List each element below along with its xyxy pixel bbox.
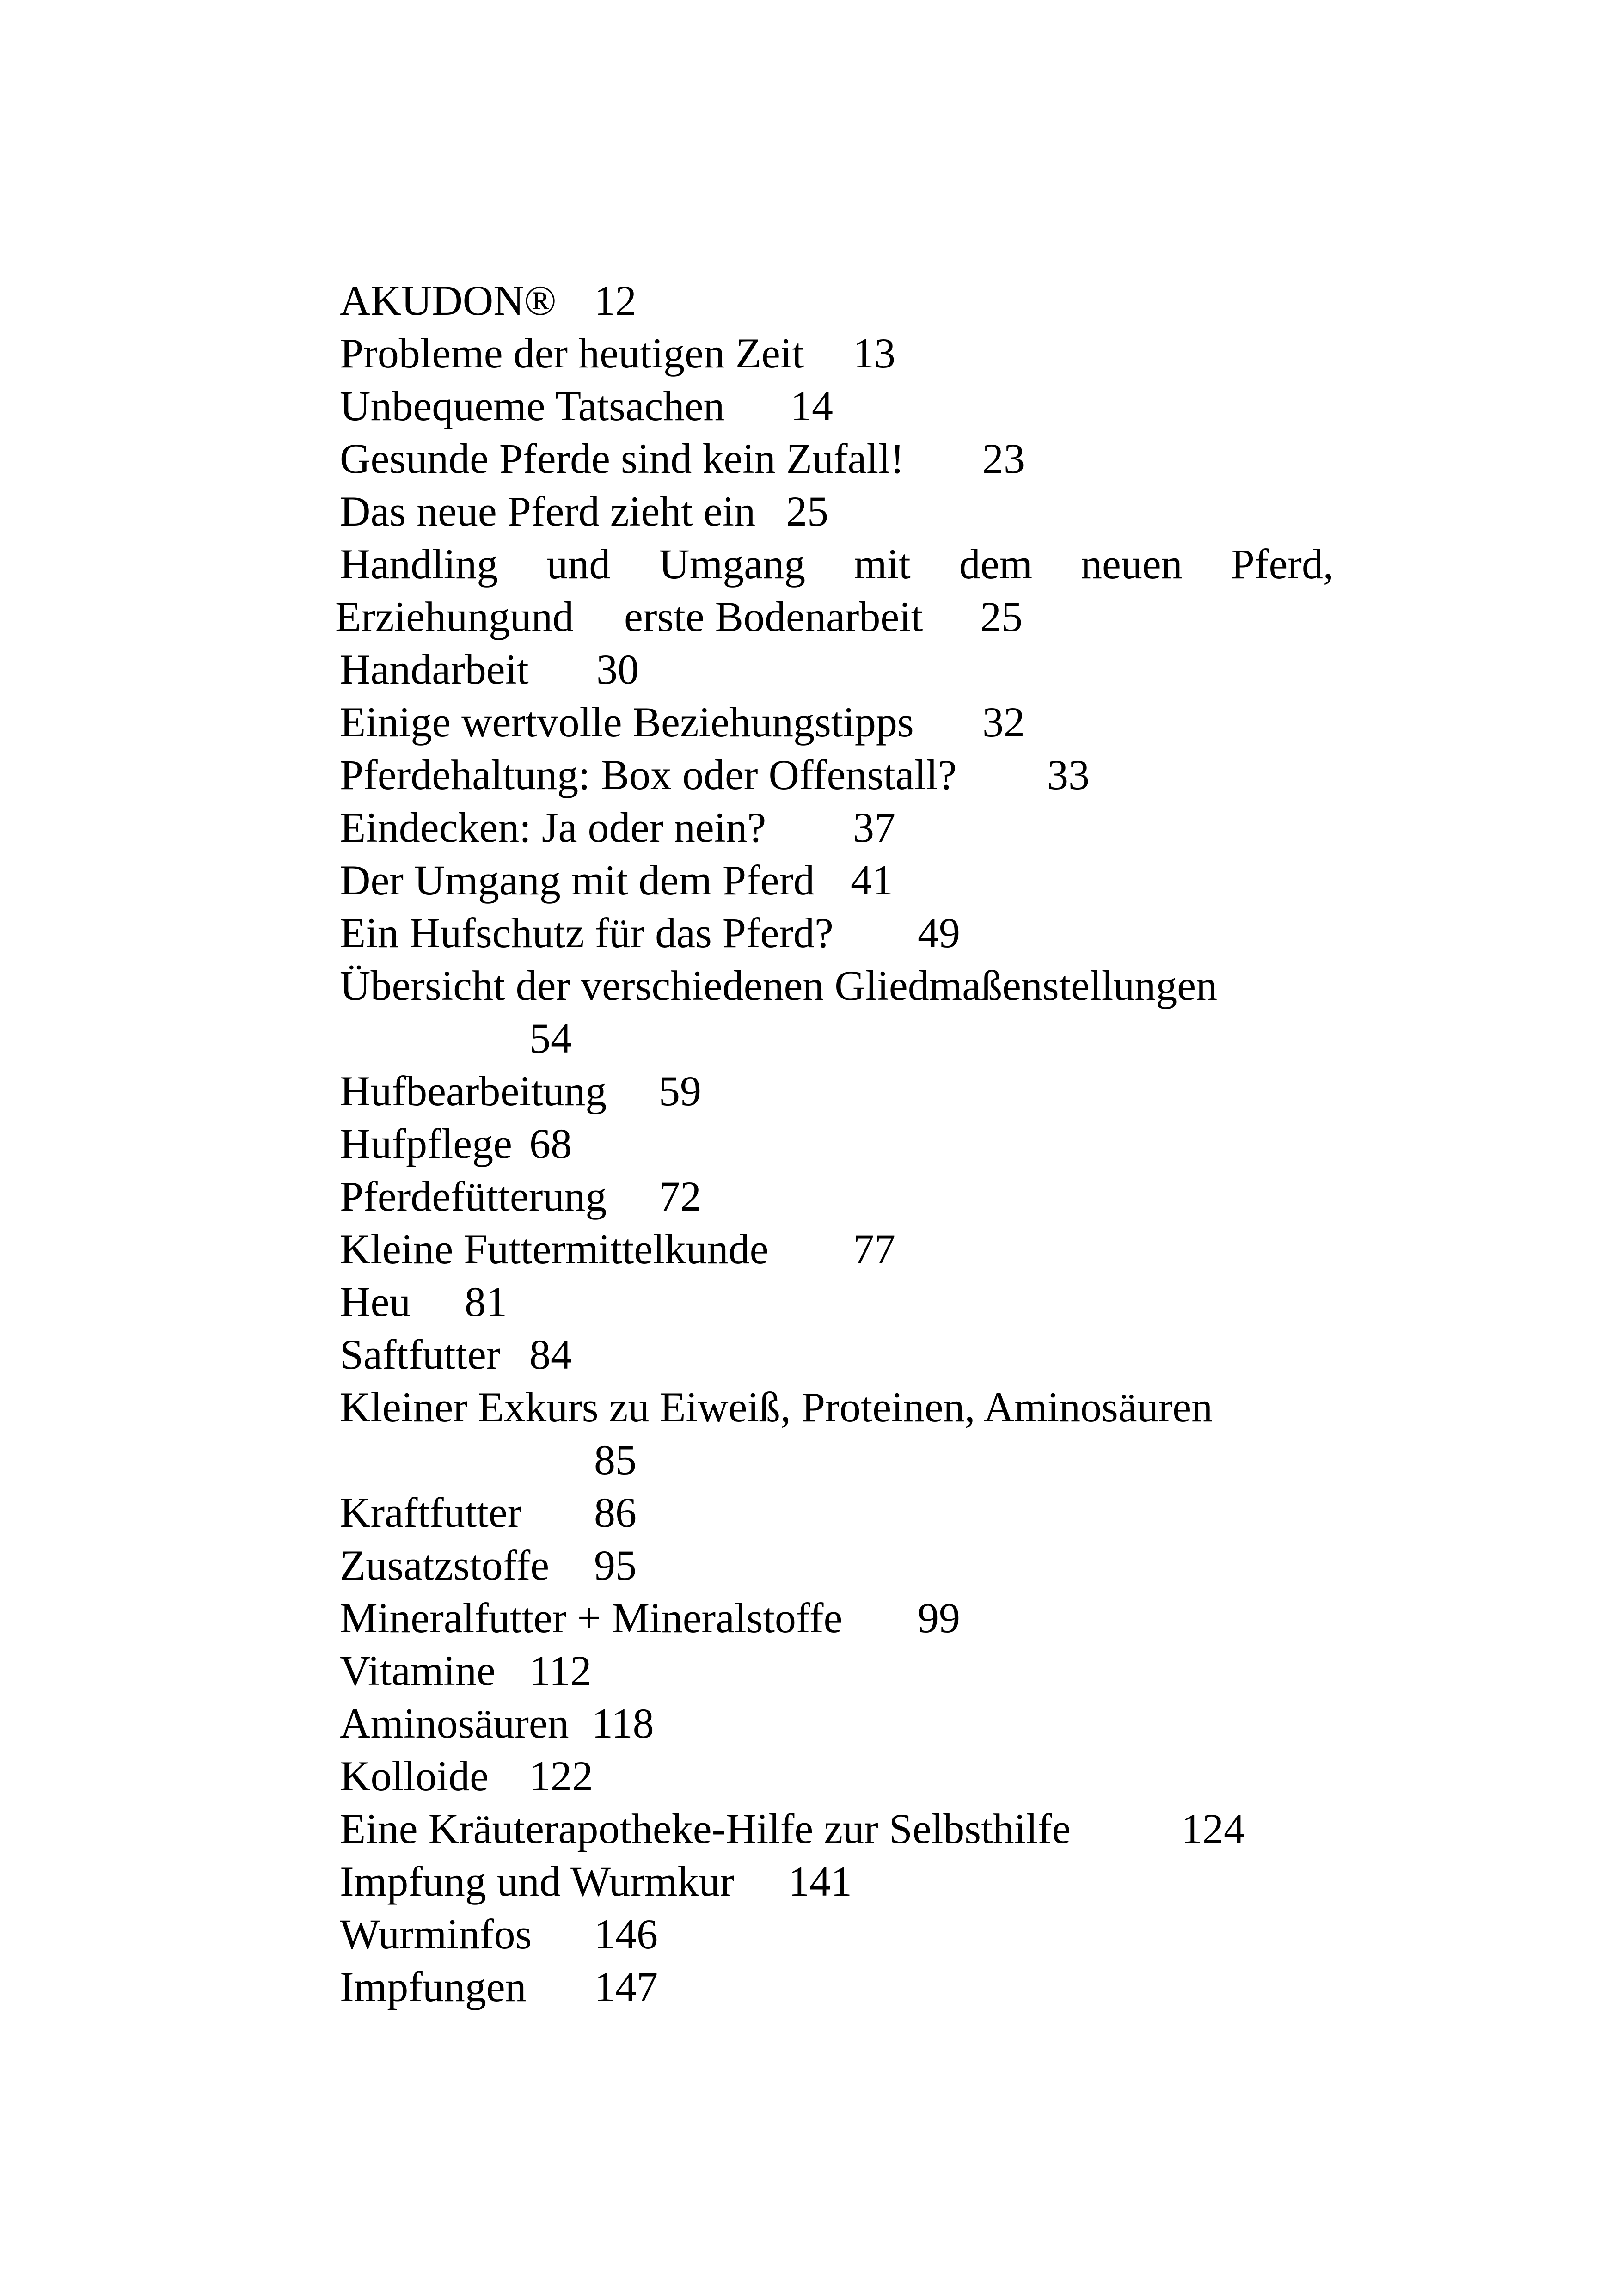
toc-entry-page: 99 — [918, 1594, 960, 1641]
toc-entry — [340, 1647, 592, 1694]
toc-entry-page: 122 — [529, 1752, 593, 1800]
toc-entry — [340, 1700, 654, 1747]
toc-entry-title: Mineralfutter + Mineralstoffe — [340, 1594, 843, 1641]
toc-entry — [340, 804, 895, 851]
toc-word: mit — [854, 540, 911, 588]
toc-entry-title: Einige wertvolle Beziehungstipps — [340, 698, 914, 746]
toc-entry — [340, 1910, 658, 1958]
toc-entry-title: AKUDON® — [340, 277, 557, 324]
toc-entry-title: Eindecken: Ja oder nein? — [340, 804, 766, 851]
toc-entry-title: Wurminfos — [340, 1910, 532, 1958]
toc-entry-page: 25 — [980, 593, 1023, 640]
toc-entry-page: 72 — [659, 1173, 701, 1220]
toc-entry-page: 49 — [918, 909, 960, 956]
toc-entry — [340, 1278, 507, 1325]
toc-entry-page: 23 — [982, 435, 1025, 482]
toc-entry — [340, 1858, 852, 1905]
toc-entry — [340, 435, 1025, 482]
toc-entry-title: Der Umgang mit dem Pferd — [340, 857, 815, 904]
toc-entry — [340, 1594, 960, 1641]
toc-entry — [340, 1752, 593, 1800]
toc-entry-title: Saftfutter — [340, 1331, 501, 1378]
toc-word: Handling — [340, 540, 498, 588]
toc-entry-page: 25 — [786, 488, 828, 535]
toc-entry-page: 30 — [596, 646, 639, 693]
toc-entry-page: 13 — [853, 330, 895, 377]
toc-entry-page: 59 — [659, 1067, 701, 1114]
toc-entry — [340, 277, 637, 324]
toc-entry-title: Aminosäuren — [340, 1700, 569, 1747]
toc-entry-page: 141 — [788, 1858, 852, 1905]
toc-entry-title: Pferdefütterung — [340, 1173, 607, 1220]
toc-entry-page: 81 — [465, 1278, 507, 1325]
toc-entry — [340, 962, 1217, 1009]
toc-entry-page: 41 — [851, 857, 893, 904]
toc-entry — [340, 1331, 572, 1378]
toc-entry-title: Kolloide — [340, 1752, 489, 1800]
toc-entry — [340, 1542, 637, 1589]
toc-entry-title: Kleine Futtermittelkunde — [340, 1225, 769, 1273]
toc-entry — [340, 751, 1090, 798]
toc-entry-title: Kleiner Exkurs zu Eiweiß, Proteinen, Aminosäuren — [340, 1384, 1213, 1431]
toc-entry-page: 86 — [594, 1489, 637, 1536]
toc-entry — [340, 1120, 572, 1167]
toc-word: Pferd, — [1231, 540, 1334, 588]
toc-entry-title: Erziehungund — [335, 593, 574, 640]
toc-entry-title: Kraftfutter — [340, 1489, 522, 1536]
toc-entry-page: 12 — [594, 277, 637, 324]
toc-entry-title: Übersicht der verschiedenen Gliedmaßenstellungen — [340, 962, 1218, 1009]
toc-word: und — [546, 540, 611, 588]
toc-entry-title: Hufbearbeitung — [340, 1067, 607, 1114]
toc-entry — [340, 1225, 895, 1273]
toc-entry-page: 95 — [594, 1542, 637, 1589]
toc-entry-title: Zusatzstoffe — [340, 1542, 550, 1589]
toc-entry-line2 — [335, 593, 1023, 640]
toc-entry — [340, 857, 893, 904]
toc-entry-page: 85 — [594, 1436, 637, 1483]
toc-entry — [340, 646, 639, 693]
toc-entry — [340, 488, 828, 535]
toc-entry — [340, 909, 960, 956]
toc-entry-page: 37 — [853, 804, 895, 851]
toc-entry-title: Eine Kräuterapotheke-Hilfe zur Selbsthilfe — [340, 1805, 1071, 1852]
toc-entry-page: 84 — [529, 1331, 572, 1378]
toc-entry-page: 68 — [529, 1120, 572, 1167]
toc-entry — [340, 1805, 1245, 1852]
toc-entry — [340, 698, 1025, 746]
toc-entry — [340, 382, 833, 429]
toc-entry-title: Vitamine — [340, 1647, 496, 1694]
toc-entry-title: Pferdehaltung: Box oder Offenstall? — [340, 751, 957, 798]
toc-entry-title-part: erste Bodenarbeit — [624, 593, 923, 640]
toc-entry-page: 32 — [982, 698, 1025, 746]
toc-entry-title: Das neue Pferd zieht ein — [340, 488, 756, 535]
toc-entry-title: Gesunde Pferde sind kein Zufall! — [340, 435, 905, 482]
toc-entry — [340, 1067, 701, 1114]
toc-entry-page: 124 — [1181, 1805, 1245, 1852]
toc-entry — [340, 1384, 1213, 1430]
toc-entry-title: Hufpflege — [340, 1120, 512, 1167]
toc-entry — [340, 330, 895, 377]
toc-word: neuen — [1081, 540, 1183, 588]
toc-entry-page: 33 — [1047, 751, 1090, 798]
toc-entry-title: Ein Hufschutz für das Pferd? — [340, 909, 834, 956]
toc-entry-title: Heu — [340, 1278, 411, 1325]
toc-entry-title: Impfungen — [340, 1963, 527, 2010]
toc-word: Umgang — [659, 540, 806, 588]
toc-entry-page: 146 — [594, 1910, 658, 1958]
toc-entry-title: Handarbeit — [340, 646, 529, 693]
toc-entry-page: 118 — [592, 1700, 654, 1747]
toc-entry-page: 147 — [594, 1963, 658, 2010]
toc-entry — [340, 1173, 701, 1220]
toc-entry-title: Unbequeme Tatsachen — [340, 382, 725, 429]
toc-entry-page: 112 — [529, 1647, 592, 1694]
toc-entry-line1 — [340, 541, 1334, 587]
toc-entry — [340, 1489, 637, 1536]
toc-entry-page: 77 — [853, 1225, 895, 1273]
toc-entry-page: 14 — [791, 382, 833, 429]
toc-entry — [340, 1963, 658, 2010]
toc-entry-page: 54 — [529, 1015, 572, 1062]
toc-word: dem — [959, 540, 1033, 588]
toc-entry-title: Impfung und Wurmkur — [340, 1858, 735, 1905]
toc-entry-title: Probleme der heutigen Zeit — [340, 330, 804, 377]
